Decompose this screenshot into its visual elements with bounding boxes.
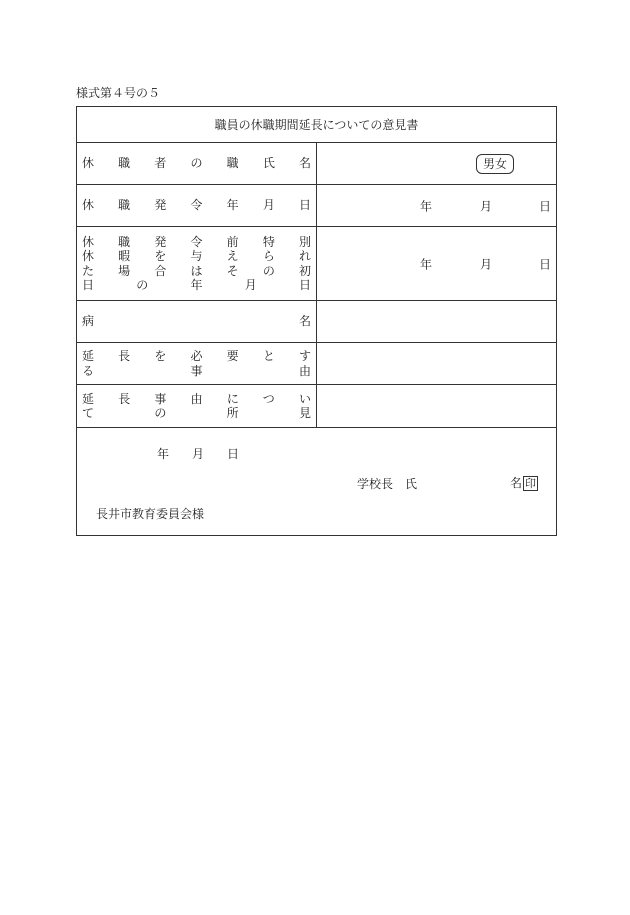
row-disease — [77, 301, 557, 343]
title-row — [77, 107, 557, 143]
name-suffix: 名 — [510, 476, 523, 490]
label-line: 延長を必要とす — [82, 349, 311, 363]
year-label: 年 — [420, 257, 433, 271]
label-line: る事由 — [82, 363, 311, 378]
form-title: 職員の休職期間延長についての意見書 — [77, 107, 557, 143]
row-footer — [77, 428, 557, 536]
value-opinion[interactable] — [317, 385, 557, 428]
footer-month: 月 — [192, 447, 205, 461]
footer-year: 年 — [157, 447, 170, 461]
month-label: 月 — [480, 257, 493, 271]
label-leave-date — [77, 185, 317, 227]
value-reason[interactable] — [317, 343, 557, 385]
label-line: 休職発令前特別 — [82, 234, 311, 249]
value-disease[interactable] — [317, 301, 557, 343]
label-reason — [77, 343, 317, 385]
label-disease — [77, 301, 317, 343]
label-name — [77, 143, 317, 185]
row-name — [77, 143, 557, 185]
day-label: 日 — [539, 199, 552, 213]
value-special-leave[interactable] — [317, 227, 557, 301]
row-reason — [77, 343, 557, 385]
row-special-leave — [77, 227, 557, 301]
label-special-leave — [77, 227, 317, 301]
label-line: ての所見 — [82, 406, 311, 420]
label-line: 休職発令年月日 — [82, 198, 311, 213]
name-with-seal — [510, 474, 538, 491]
label-line: 病名 — [82, 314, 311, 329]
form-number: 様式第４号の５ — [76, 86, 161, 100]
row-opinion — [77, 385, 557, 428]
label-line: 休職者の職氏名 — [82, 156, 311, 171]
opinion-form-table — [76, 106, 557, 536]
footer-cell — [77, 428, 557, 536]
value-name[interactable] — [317, 143, 557, 185]
label-opinion — [77, 385, 317, 428]
label-line: 延長事由につい — [82, 391, 311, 406]
gender-selector[interactable]: 男女 — [476, 154, 514, 174]
label-line: た場合はその初 — [82, 263, 311, 278]
addressee: 長井市教育委員会様 — [96, 507, 205, 521]
principal-label: 学校長 氏 — [357, 477, 418, 491]
day-label: 日 — [539, 257, 552, 271]
month-label: 月 — [480, 199, 493, 213]
seal-mark: 印 — [525, 477, 537, 490]
footer-day: 日 — [227, 447, 240, 461]
label-line: 休暇を与えられ — [82, 249, 311, 263]
value-leave-date[interactable] — [317, 185, 557, 227]
year-label: 年 — [420, 199, 433, 213]
row-leave-date — [77, 185, 557, 227]
label-line: 日の年月日 — [82, 278, 311, 292]
